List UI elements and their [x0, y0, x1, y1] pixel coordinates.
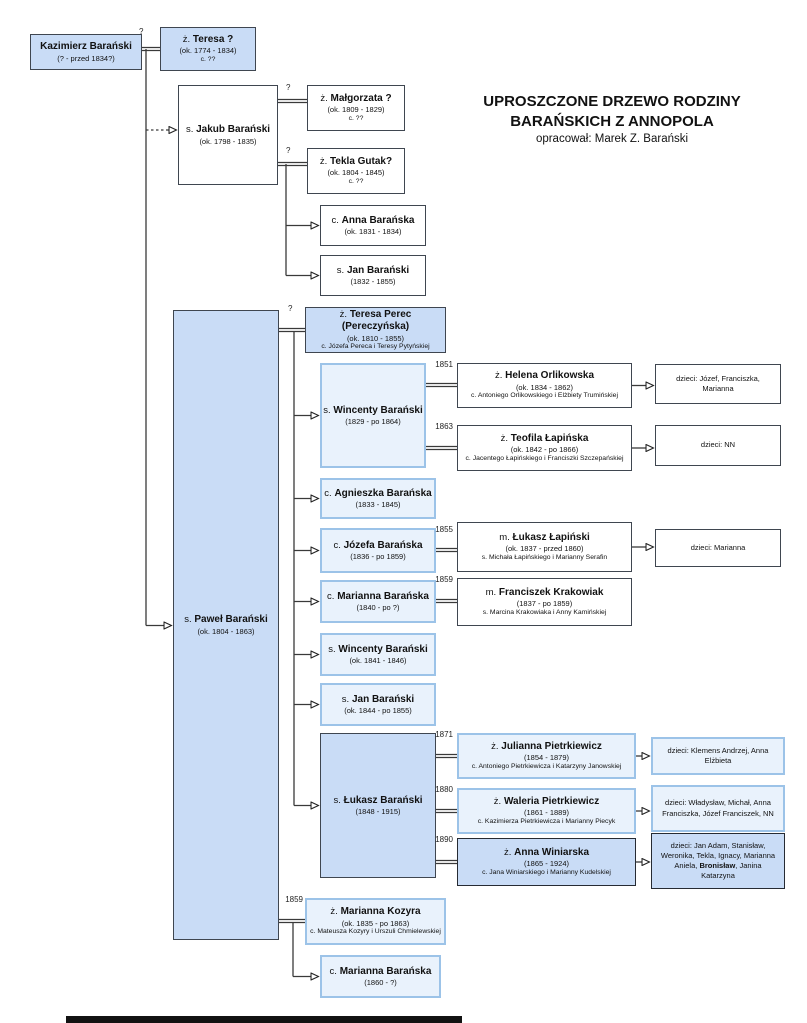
children-of-helena: dzieci: Józef, Franciszka, Marianna: [655, 364, 781, 404]
person-jakub-baranski: s. Jakub Barański (ok. 1798 - 1835): [178, 85, 278, 185]
person-jan-baranski-1844: s. Jan Barański (ok. 1844 - po 1855): [320, 683, 436, 726]
children-of-lapinski: dzieci: Marianna: [655, 529, 781, 567]
person-pawel-baranski: s. Paweł Barański (ok. 1804 - 1863): [173, 310, 279, 940]
person-wincenty-baranski-1829: s. Wincenty Barański (1829 - po 1864): [320, 363, 426, 468]
person-jan-baranski-1832: s. Jan Barański (1832 - 1855): [320, 255, 426, 296]
person-waleria-pietrkiewicz: ż. Waleria Pietrkiewicz (1861 - 1889) c. Kazimierza Pietrkiewicza i Marianny Piecyk: [457, 788, 636, 834]
person-helena-orlikowska: ż. Helena Orlikowska (ok. 1834 - 1862) c. Antoniego Orlikowskiego i Elżbiety Trumińskiej: [457, 363, 632, 408]
title-line2: BARAŃSKICH Z ANNOPOLA: [510, 112, 714, 130]
person-marianna-kozyra: ż. Marianna Kozyra (ok. 1835 - po 1863) c. Mateusza Kozyry i Urszuli Chmielewskiej: [305, 898, 446, 945]
marriage-unknown-mark: ?: [286, 146, 291, 155]
person-franciszek-krakowiak: m. Franciszek Krakowiak (1837 - po 1859) s. Marcina Krakowiaka i Anny Kamińskiej: [457, 578, 632, 626]
bottom-edge-bar: [66, 1016, 462, 1023]
marriage-unknown-mark: ?: [139, 27, 144, 36]
marriage-year-winiarska: 1890: [435, 835, 453, 844]
children-of-julianna: dzieci: Klemens Andrzej, Anna Elżbieta: [651, 737, 785, 775]
marriage-unknown-mark: ?: [286, 83, 291, 92]
marriage-year-krakowiak: 1859: [435, 575, 453, 584]
marriage-year-lapinski: 1855: [435, 525, 453, 534]
marriage-year-julianna: 1871: [435, 730, 453, 739]
person-malgorzata: ż. Małgorzata ? (ok. 1809 - 1829) c. ??: [307, 85, 405, 131]
person-marianna-baranska-1840: c. Marianna Barańska (1840 - po ?): [320, 580, 436, 623]
children-of-winiarska: dzieci: Jan Adam, Stanisław, Weronika, Tekla, Ignacy, Marianna Aniela, Bronisław, Janina Katarzyna: [651, 833, 785, 889]
person-teresa: ż. Teresa ? (ok. 1774 - 1834) c. ??: [160, 27, 256, 71]
children-of-waleria: dzieci: Władysław, Michał, Anna Franciszka, Józef Franciszek, NN: [651, 785, 785, 832]
person-anna-winiarska: ż. Anna Winiarska (1865 - 1924) c. Jana Winiarskiego i Marianny Kudelskiej: [457, 838, 636, 886]
title-line1: UPROSZCZONE DRZEWO RODZINY: [483, 93, 741, 110]
person-julianna-pietrkiewicz: ż. Julianna Pietrkiewicz (1854 - 1879) c. Antoniego Pietrkiewicza i Katarzyny Janowskiej: [457, 733, 636, 779]
diagram-title: [450, 92, 774, 145]
person-lukasz-lapinski: m. Łukasz Łapiński (ok. 1837 - przed 1860) s. Michała Łapińskiego i Marianny Serafin: [457, 522, 632, 572]
person-lukasz-baranski: s. Łukasz Barański (1848 - 1915): [320, 733, 436, 878]
children-of-teofila: dzieci: NN: [655, 425, 781, 466]
person-agnieszka-baranska: c. Agnieszka Barańska (1833 - 1845): [320, 478, 436, 519]
person-jozefa-baranska: c. Józefa Barańska (1836 - po 1859): [320, 528, 436, 573]
person-tekla-gutak: ż. Tekla Gutak? (ok. 1804 - 1845) c. ??: [307, 148, 405, 194]
person-teresa-perec: ż. Teresa Perec (Pereczyńska) (ok. 1810 - 1855) c. Józefa Pereca i Teresy Pytyńskiej: [305, 307, 446, 353]
marriage-year-waleria: 1880: [435, 785, 453, 794]
person-marianna-baranska-1860: c. Marianna Barańska (1860 - ?): [320, 955, 441, 998]
person-anna-baranska: c. Anna Barańska (ok. 1831 - 1834): [320, 205, 426, 246]
person-teofila-lapinska: ż. Teofila Łapińska (ok. 1842 - po 1866) c. Jacentego Łapińskiego i Franciszki Szczepańskiej: [457, 425, 632, 471]
person-kazimierz-baranski: Kazimierz Barański (? - przed 1834?): [30, 34, 142, 70]
marriage-year-helena: 1851: [435, 360, 453, 369]
title-subtitle: opracował: Marek Z. Barański: [535, 133, 689, 145]
marriage-year-teofila: 1863: [435, 422, 453, 431]
person-wincenty-baranski-1841: s. Wincenty Barański (ok. 1841 - 1846): [320, 633, 436, 676]
marriage-unknown-mark: ?: [288, 304, 293, 313]
marriage-year-kozyra: 1859: [285, 895, 303, 904]
